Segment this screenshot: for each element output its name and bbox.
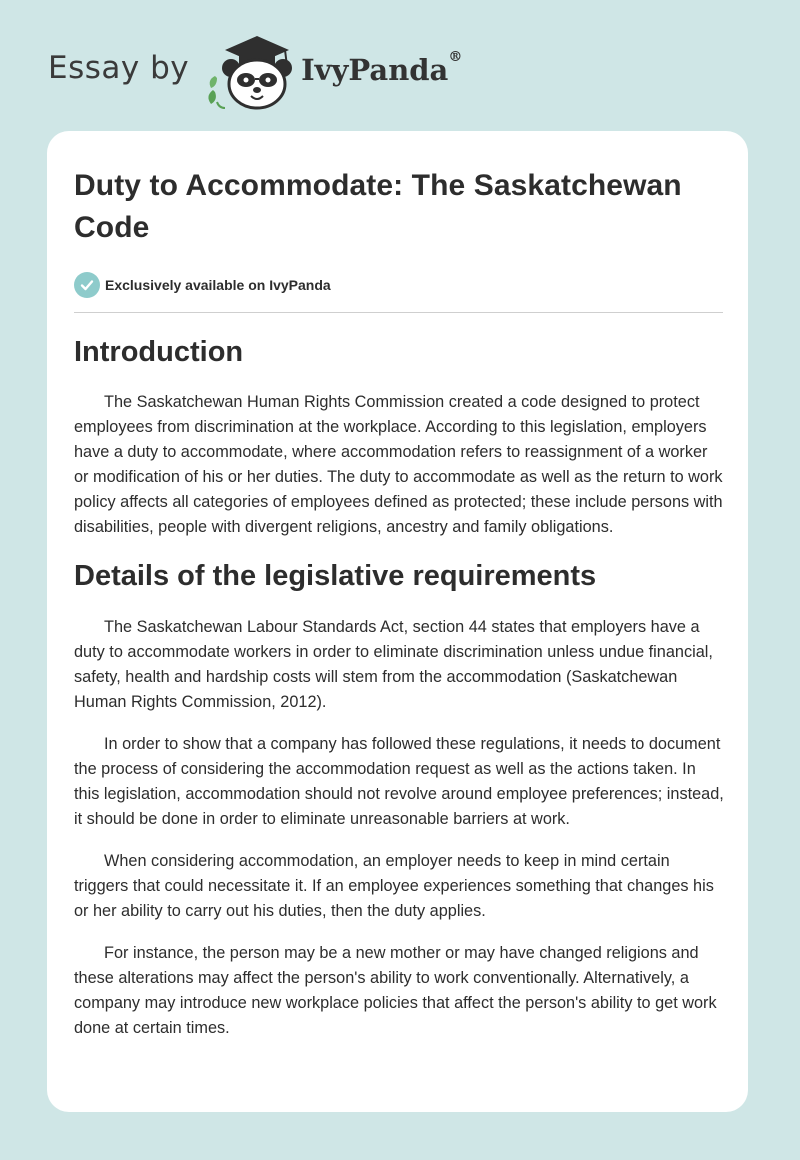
paragraph: In order to show that a company has followed these regulations, it needs to document the process of considering the accommodation request as well as the actions taken. In this legislation, accommodation should not revolve around employee preferences; instead, it should be done in order to eliminate unreasonable barriers at work.	[74, 735, 724, 828]
article-title: Duty to Accommodate: The Saskatchewan Code	[74, 169, 682, 244]
exclusive-badge-text: Exclusively available on IvyPanda	[105, 277, 331, 293]
exclusive-badge	[74, 271, 724, 299]
paragraph: The Saskatchewan Labour Standards Act, section 44 states that employers have a duty to accommodate workers in order to eliminate discrimination unless undue financial, safety, health and hardship costs will stem from the accommodation (Saskatchewan Human Rights Commission, 2012).	[74, 618, 713, 711]
registered-mark: ®	[448, 49, 463, 65]
article-card	[47, 131, 748, 1112]
paragraph: The Saskatchewan Human Rights Commission created a code designed to protect employees from discrimination at the workplace. According to this legislation, employers have a duty to accommodate, where accommodation refers to reassignment of a worker or modification of his or her duties. The duty to accommodate as well as the return to work policy affects all categories of employees defined as protected; these include persons with disabilities, people with divergent religions, ancestry and family obligations.	[74, 393, 723, 536]
panda-logo-icon[interactable]	[203, 32, 299, 112]
paragraph: When considering accommodation, an employer needs to keep in mind certain triggers that could necessitate it. If an employee experiences something that changes his or her ability to carry out his duties, then the duty applies.	[74, 852, 714, 920]
brand-name[interactable]: IvyPanda®	[301, 49, 463, 87]
essay-by-label: Essay by	[48, 50, 190, 86]
section-heading-legislative-requirements: Details of the legislative requirements	[74, 560, 597, 592]
section-heading-introduction: Introduction	[74, 336, 244, 368]
divider	[74, 312, 723, 313]
ivy-leaf-icon	[210, 76, 217, 88]
check-icon	[74, 272, 100, 298]
site-header	[48, 32, 462, 112]
article-content	[74, 165, 724, 1041]
paragraph: For instance, the person may be a new mother or may have changed religions and these alterations may affect the person's ability to work conventionally. Alternatively, a company may introduce new workplace policies that affect the person's ability to get work done at certain times.	[74, 944, 717, 1037]
